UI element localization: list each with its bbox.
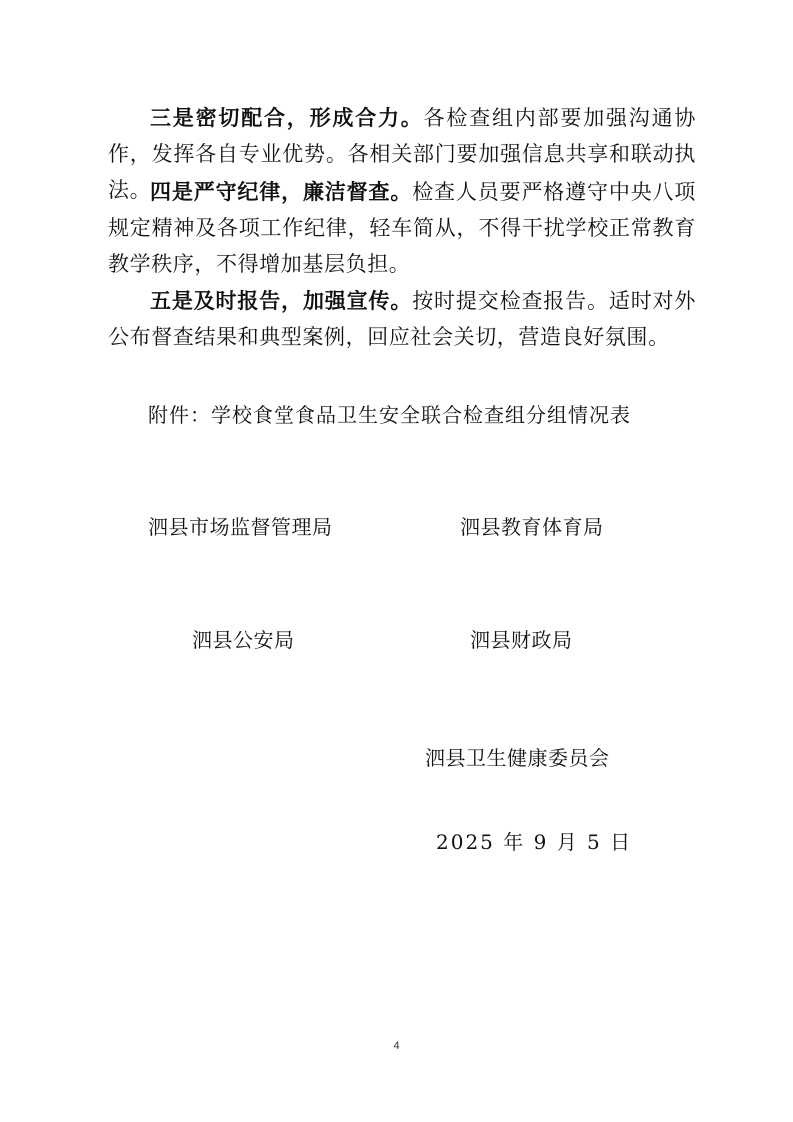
signature-market-bureau: 泗县市场监督管理局 [148,515,333,539]
paragraph-body: 按时提交检查报告。适时对外公布督查结果和典型案例，回应社会关切，营造良好氛围。 [108,289,696,349]
page-number: 4 [393,1040,400,1052]
signature-education-bureau: 泗县教育体育局 [460,515,604,539]
signature-finance-bureau: 泗县财政局 [470,628,573,652]
paragraph-body: 检查人员要严格遵守中央八项规定精神及各项工作纪律，轻车简从，不得干扰学校正常教育教学秩序，不得增加基层负担。 [108,180,696,276]
paragraph-lead: 五是及时报告，加强宣传。 [150,289,413,313]
paragraph-body: 各检查组内部要加强沟通协作，发挥各自专业优势。各相关部门要加强信息共享和联动执法。 [108,106,697,202]
signature-police-bureau: 泗县公安局 [192,628,295,652]
paragraph-reporting [108,283,696,355]
document-date: 2025 年 9 月 5 日 [436,830,633,854]
paragraph-lead: 四是严守纪律，廉洁督查。 [150,180,413,204]
attachment-note: 附件：学校食堂食品卫生安全联合检查组分组情况表 [148,403,631,427]
paragraph-discipline [108,174,696,282]
paragraph-lead: 三是密切配合，形成合力。 [150,106,424,130]
signature-health-commission: 泗县卫生健康委员会 [425,746,610,770]
